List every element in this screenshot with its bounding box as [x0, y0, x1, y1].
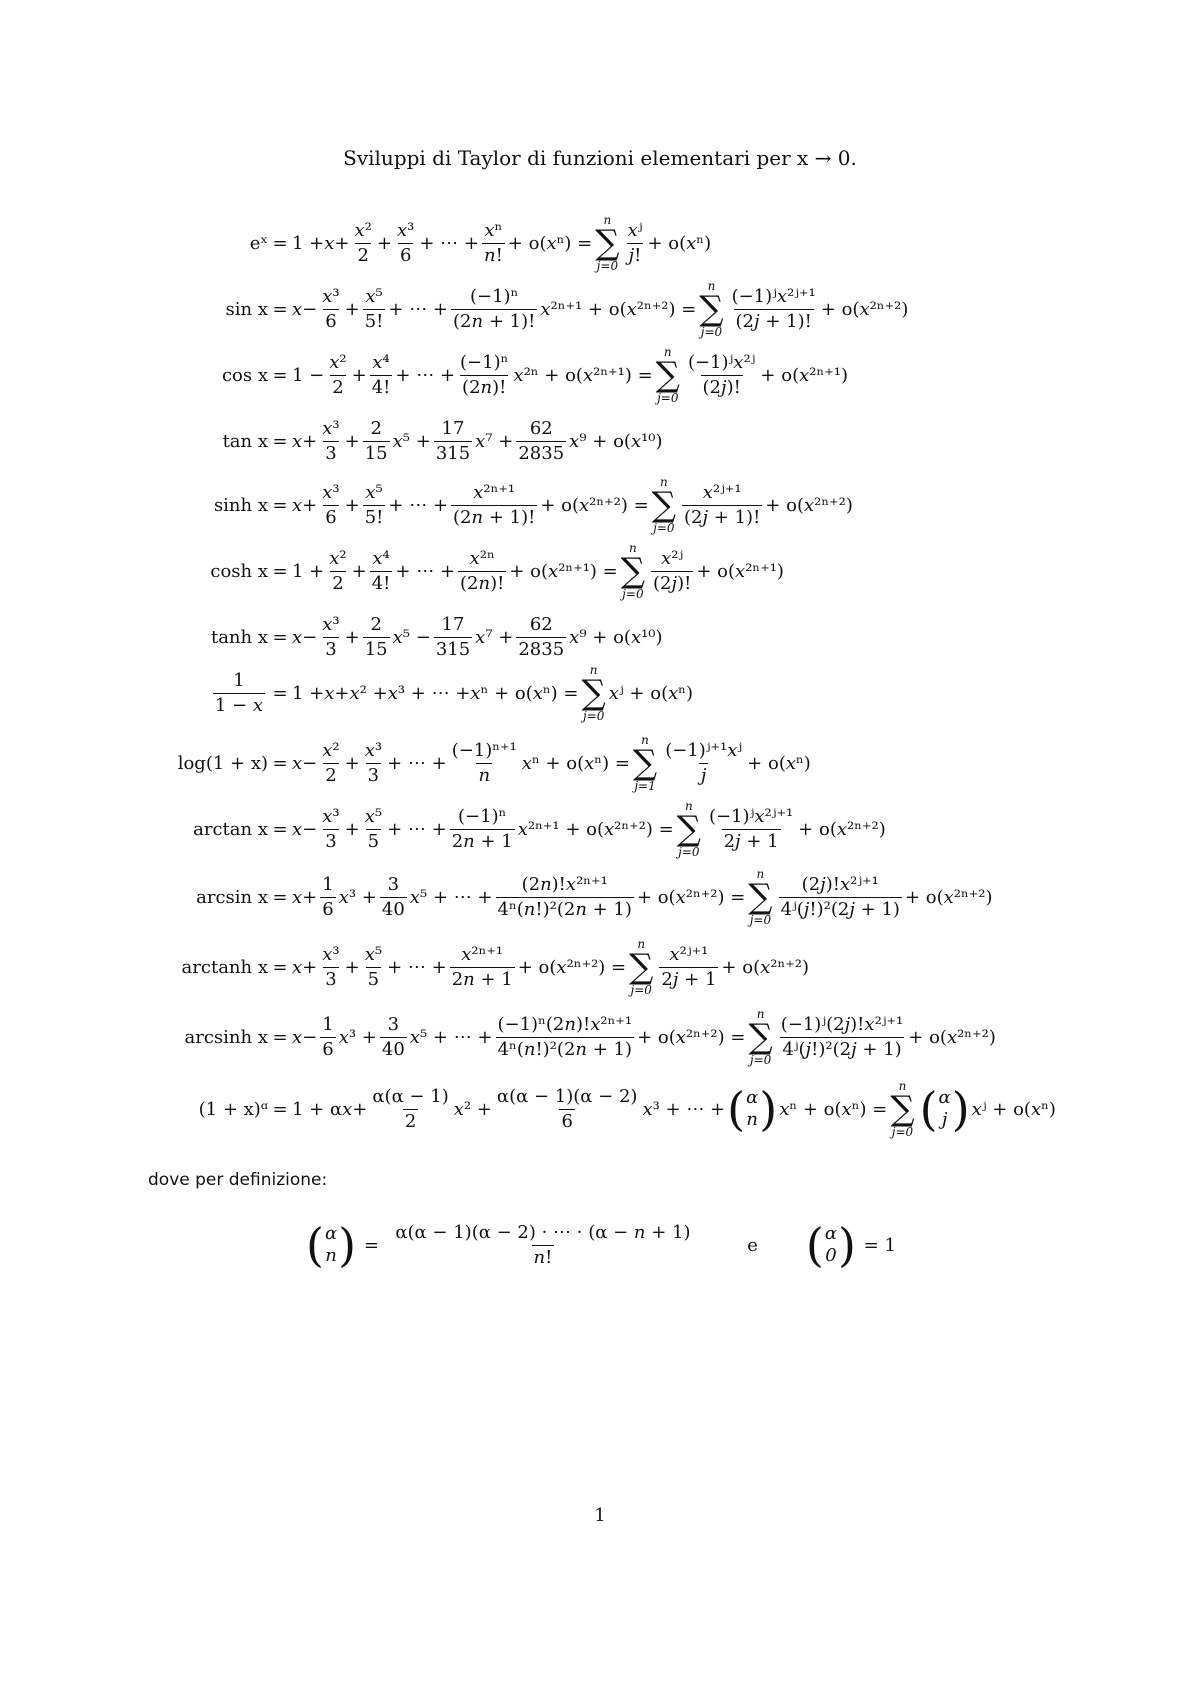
series-terms: x + $\frac{1}{6}$ x ³ + $\frac{3}{40}$ x ⁵ + ⋯ + $\frac{\text{(2n)!x²ⁿ⁺¹}}{\text{4ⁿ(n!)²(2n + 1)}}$ + o( x ²ⁿ⁺²) = n ∑ j=0 $\frac{\text{(2j)!x²ʲ⁺¹}}{\text{4ʲ(j!)²(2j + 1)}}$ + o( x ²ⁿ⁺²) [292, 867, 993, 927]
series-terms: x + $\frac{\text{x³}}{3}$ + $\frac{\text{x⁵}}{5}$ + ⋯ + $\frac{\text{x²ⁿ⁺¹}}{2n + 1}$ + o( x ²ⁿ⁺²) = n ∑ j=0 $\frac{\text{x²ʲ⁺¹}}{2j + 1}$ + o( x ²ⁿ⁺²) [292, 937, 809, 997]
equation-geometric [0, 660, 1200, 726]
equation-lhs: tanh x [210, 626, 268, 648]
fraction: $\frac{\text{x³}}{3}$ [322, 805, 340, 852]
series-terms: 1 − $\frac{\text{x²}}{2}$ + $\frac{\text{x⁴}}{4!}$ + ⋯ + $\frac{\text{(−1)ⁿ}}{(2n)!}$ x ²ⁿ + o( x ²ⁿ⁺¹) = n ∑ j=0 $\frac{\text{(−1)ʲx²ʲ}}{(2j)!}$ + o( x ²ⁿ⁺¹) [292, 345, 848, 405]
summation: n ∑ j=0 [595, 213, 620, 273]
equals-sign: = [272, 430, 288, 452]
equation-rhs [292, 408, 663, 474]
fraction: $\frac{\text{x²ʲ⁺¹}}{2j + 1}$ [661, 943, 717, 990]
equation-sinh [0, 472, 1200, 538]
binomial-coefficient: ( α 0 ) [805, 1218, 856, 1272]
equals-sign: = [272, 232, 288, 254]
equation-rhs [292, 796, 886, 862]
equation-arctanh [0, 934, 1200, 1000]
series-terms: x − $\frac{\text{x³}}{6}$ + $\frac{\text{x⁵}}{5!}$ + ⋯ + $\frac{\text{(−1)ⁿ}}{(2n + 1)!}$ x ²ⁿ⁺¹ + o( x ²ⁿ⁺²) = n ∑ j=0 $\frac{\text{(−1)ʲx²ʲ⁺¹}}{(2j + 1)!}$ + o( x ²ⁿ⁺²) [292, 279, 909, 339]
summation: n ∑ j=0 [699, 279, 724, 339]
fraction: $\frac{1}{6}$ [322, 1013, 334, 1060]
fraction: $\frac{\text{x³}}{3}$ [364, 739, 383, 786]
fraction: $\frac{62}{2835}$ [518, 417, 565, 464]
equals-sign: = [272, 752, 288, 774]
equals-sign: = [272, 626, 288, 648]
equation-lhs: sinh x [213, 494, 268, 516]
series-terms: x − $\frac{\text{x³}}{3}$ + $\frac{\text{x⁵}}{5}$ + ⋯ + $\frac{\text{(−1)ⁿ}}{2n + 1}$ x ²ⁿ⁺¹ + o( x ²ⁿ⁺²) = n ∑ j=0 $\frac{\text{(−1)ʲx²ʲ⁺¹}}{2j + 1}$ + o( x ²ⁿ⁺²) [292, 799, 886, 859]
fraction: $\frac{\text{x³}}{3}$ [322, 613, 340, 660]
page-number: 1 [594, 1505, 606, 1526]
fraction: $\frac{\text{x³}}{6}$ [396, 219, 415, 266]
equals-sign: = [272, 886, 288, 908]
series-terms: 1 + $\frac{\text{x²}}{2}$ + $\frac{\text{x⁴}}{4!}$ + ⋯ + $\frac{\text{x²ⁿ}}{(2n)!}$ + o( x ²ⁿ⁺¹) = n ∑ j=0 $\frac{\text{x²ʲ}}{(2j)!}$ + o( x ²ⁿ⁺¹) [292, 541, 784, 601]
equation-lhs: arcsin x [196, 886, 268, 908]
equation-rhs [292, 538, 784, 604]
equation-lhs: cos x [221, 364, 268, 386]
equation-binomial [0, 1076, 1200, 1142]
page-title: Sviluppi di Taylor di funzioni elementari per x → 0. [343, 146, 857, 170]
fraction: $\frac{\text{x²}}{2}$ [329, 547, 347, 594]
series-terms: x − $\frac{\text{x²}}{2}$ + $\frac{\text{x³}}{3}$ + ⋯ + $\frac{\text{(−1)ⁿ⁺¹}}{n}$ x ⁿ + o( x ⁿ) = n ∑ j=1 $\frac{\text{(−1)ʲ⁺¹xʲ}}{j}$ + o( x ⁿ) [292, 733, 811, 793]
fraction: $\frac{\text{x²}}{2}$ [354, 219, 372, 266]
series-terms: 1 + x + $\frac{\text{x²}}{2}$ + $\frac{\text{x³}}{6}$ + ⋯ + $\frac{\text{xⁿ}}{n!}$ + o( x ⁿ) = n ∑ j=0 $\frac{\text{xʲ}}{j!}$ + o( x ⁿ) [292, 213, 712, 273]
fraction: $\frac{\text{(−1)ⁿ}}{2n + 1}$ [451, 805, 513, 852]
equation-log [0, 730, 1200, 796]
binomial-coefficient: ( α n ) [306, 1218, 357, 1272]
fraction: $\frac{\text{(−1)ⁿ(2n)!x²ⁿ⁺¹}}{\text{4ⁿ(n!)²(2n + 1)}}$ [497, 1013, 633, 1060]
fraction: $\frac{\text{x²ʲ}}{(2j)!}$ [653, 547, 692, 594]
equation-sin [0, 276, 1200, 342]
fraction: $\frac{\text{x³}}{6}$ [322, 285, 340, 332]
equation-lhs: cosh x [210, 560, 268, 582]
fraction: $\frac{\text{x⁵}}{5}$ [364, 805, 383, 852]
series-terms: 1 + x + x ² + x ³ + ⋯ + x ⁿ + o( x ⁿ) = n ∑ j=0 x ʲ + o( x ⁿ) [292, 663, 694, 723]
equation-tan [0, 408, 1200, 474]
equation-cos [0, 342, 1200, 408]
equals-sign: = [272, 298, 288, 320]
equation-lhs: log(1 + x) [177, 752, 268, 774]
summation: n ∑ j=0 [655, 345, 680, 405]
binomial-definition: ( α n ) = $\frac{\alpha(\alpha - 1)(\alpha - 2) \cdot \cdots \cdot (\alpha - n + 1)}{n!}$ e ( α 0 ) = 1 [306, 1218, 896, 1272]
equation-rhs [292, 1076, 1056, 1142]
equation-lhs: arcsinh x [184, 1026, 268, 1048]
fraction: $\frac{\text{(−1)ʲ(2j)!x²ʲ⁺¹}}{\text{4ʲ(j!)²(2j + 1)}}$ [780, 1013, 904, 1060]
definition-note: dove per definizione: [148, 1170, 328, 1190]
fraction: $\frac{\text{(−1)ⁿ}}{(2n + 1)!}$ [453, 285, 536, 332]
fraction: $\frac{\text{(2j)!x²ʲ⁺¹}}{\text{4ʲ(j!)²(2j + 1)}}$ [780, 873, 900, 920]
fraction: $\frac{\text{(−1)ʲx²ʲ⁺¹}}{2j + 1}$ [708, 805, 794, 852]
fraction: $\frac{\text{x²ⁿ}}{(2n)!}$ [460, 547, 505, 594]
fraction: $\frac{\text{x²}}{2}$ [329, 351, 347, 398]
series-terms: x + $\frac{\text{x³}}{3}$ + $\frac{2}{15}$ x ⁵ + $\frac{17}{315}$ x ⁷ + $\frac{62}{2835}$ x ⁹ + o( x ¹⁰) [292, 417, 663, 464]
equation-rhs [292, 210, 711, 276]
summation: n ∑ j=0 [581, 663, 606, 723]
equation-lhs: sin x [225, 298, 268, 320]
fraction: $\frac{\text{x³}}{3}$ [322, 943, 340, 990]
equals-sign: = [272, 560, 288, 582]
equation-rhs [292, 660, 693, 726]
fraction: $\frac{62}{2835}$ [518, 613, 565, 660]
summation: n ∑ j=0 [748, 867, 773, 927]
series-terms: x − $\frac{\text{x³}}{3}$ + $\frac{2}{15}$ x ⁵ − $\frac{17}{315}$ x ⁷ + $\frac{62}{2835}$ x ⁹ + o( x ¹⁰) [292, 613, 663, 660]
fraction: $\frac{\text{x⁵}}{5}$ [364, 943, 383, 990]
fraction: $\frac{\text{(−1)ʲx²ʲ}}{(2j)!}$ [687, 351, 756, 398]
fraction: $\frac{\alpha(\alpha - 1)}{2}$ [372, 1085, 449, 1132]
fraction: $\frac{\text{x²ⁿ⁺¹}}{(2n + 1)!}$ [453, 481, 536, 528]
equals-sign: = [272, 364, 288, 386]
summation: n ∑ j=0 [748, 1007, 773, 1067]
equals-sign: = [272, 818, 288, 840]
fraction: $\frac{2}{15}$ [364, 613, 388, 660]
equation-lhs [210, 660, 268, 726]
fraction: $\frac{1}{1 - x}$ [214, 669, 263, 716]
equals-sign: = [272, 1026, 288, 1048]
series-terms: x − $\frac{1}{6}$ x ³ + $\frac{3}{40}$ x ⁵ + ⋯ + $\frac{\text{(−1)ⁿ(2n)!x²ⁿ⁺¹}}{\text{4ⁿ(n!)²(2n + 1)}}$ + o( x ²ⁿ⁺²) = n ∑ j=0 $\frac{\text{(−1)ʲ(2j)!x²ʲ⁺¹}}{\text{4ʲ(j!)²(2j + 1)}}$ + o( x ²ⁿ⁺²) [292, 1007, 996, 1067]
fraction: $\frac{\text{x³}}{3}$ [322, 417, 340, 464]
equation-rhs [292, 472, 853, 538]
equation-lhs: tan x [222, 430, 268, 452]
equation-arcsinh [0, 1004, 1200, 1070]
binomial-coefficient: ( α j ) [919, 1082, 970, 1136]
fraction: $\frac{\text{x⁴}}{4!}$ [371, 351, 391, 398]
equation-rhs [292, 934, 809, 1000]
series-terms: x + $\frac{\text{x³}}{6}$ + $\frac{\text{x⁵}}{5!}$ + ⋯ + $\frac{\text{x²ⁿ⁺¹}}{(2n + 1)!}$ + o( x ²ⁿ⁺²) = n ∑ j=0 $\frac{\text{x²ʲ⁺¹}}{(2j + 1)!}$ + o( x ²ⁿ⁺²) [292, 475, 853, 535]
equals-sign: = [272, 1098, 288, 1120]
conjunction: e [747, 1234, 758, 1256]
equation-lhs: (1 + x)ᵅ [198, 1098, 268, 1120]
fraction: $\frac{\text{(−1)ʲ⁺¹xʲ}}{j}$ [665, 739, 743, 786]
equation-arctan [0, 796, 1200, 862]
fraction: $\frac{\text{x⁵}}{5!}$ [364, 481, 384, 528]
fraction: $\frac{\alpha(\alpha - 1)(\alpha - 2)}{6}$ [496, 1085, 638, 1132]
fraction: $\frac{\text{x²}}{2}$ [322, 739, 340, 786]
fraction: $\frac{17}{315}$ [435, 417, 471, 464]
equation-lhs: eˣ [249, 232, 268, 254]
fraction: $\frac{17}{315}$ [435, 613, 471, 660]
equation-exp [0, 210, 1200, 276]
equation-lhs: arctan x [193, 818, 268, 840]
summation: n ∑ j=0 [629, 937, 654, 997]
fraction: $\frac{\text{x²ⁿ⁺¹}}{2n + 1}$ [451, 943, 513, 990]
fraction: $\frac{\text{x⁴}}{4!}$ [371, 547, 391, 594]
equation-rhs [292, 276, 908, 342]
binomial-coefficient: ( α n ) [727, 1082, 778, 1136]
fraction: $\frac{3}{40}$ [381, 873, 405, 920]
fraction: $\frac{\text{x³}}{6}$ [322, 481, 340, 528]
fraction: $\frac{\text{(−1)ⁿ}}{(2n)!}$ [460, 351, 509, 398]
fraction: $\frac{\text{x⁵}}{5!}$ [364, 285, 384, 332]
equation-rhs [292, 864, 993, 930]
series-terms: 1 + α x + $\frac{\alpha(\alpha - 1)}{2}$ x ² + $\frac{\alpha(\alpha - 1)(\alpha - 2)}{6}$ x ³ + ⋯ + ( α n ) x ⁿ + o( x ⁿ) = n ∑ j=0 ( α j ) x ʲ + o( x ⁿ) [292, 1079, 1056, 1139]
equals-sign: = [272, 494, 288, 516]
fraction: $\frac{\text{(−1)ʲx²ʲ⁺¹}}{(2j + 1)!}$ [731, 285, 816, 332]
summation: n ∑ j=0 [651, 475, 676, 535]
equals-sign: = [272, 956, 288, 978]
equation-rhs [292, 342, 848, 408]
summation: n ∑ j=0 [676, 799, 701, 859]
equation-rhs [292, 1004, 996, 1070]
fraction: $\frac{\text{(2n)!x²ⁿ⁺¹}}{\text{4ⁿ(n!)²(2n + 1)}}$ [497, 873, 632, 920]
equation-cosh [0, 538, 1200, 604]
fraction: $\frac{\text{xⁿ}}{n!}$ [483, 219, 503, 266]
equals-sign: = [272, 682, 288, 704]
fraction: $\frac{2}{15}$ [364, 417, 388, 464]
fraction: $\frac{\text{(−1)ⁿ⁺¹}}{n}$ [451, 739, 517, 786]
equation-lhs: arctanh x [181, 956, 268, 978]
equation-arcsin [0, 864, 1200, 930]
fraction: $\frac{\text{xʲ}}{j!}$ [627, 219, 643, 266]
fraction: $\frac{\alpha(\alpha - 1)(\alpha - 2) \cdot \cdots \cdot (\alpha - n + 1)}{n!}$ [389, 1221, 697, 1268]
fraction: $\frac{1}{6}$ [322, 873, 334, 920]
summation: n ∑ j=0 [620, 541, 646, 601]
summation: n ∑ j=0 [890, 1079, 915, 1139]
fraction: $\frac{\text{x²ʲ⁺¹}}{(2j + 1)!}$ [683, 481, 761, 528]
fraction: $\frac{3}{40}$ [381, 1013, 405, 1060]
summation: n ∑ j=1 [632, 733, 658, 793]
equation-rhs [292, 730, 811, 796]
